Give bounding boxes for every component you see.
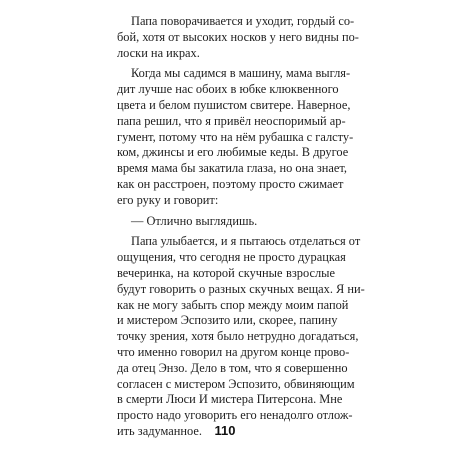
- page-number: 110: [214, 423, 236, 438]
- text-line: лоски на икрах.: [117, 45, 200, 60]
- text-line: Когда мы садимся в машину, мама выгля-: [131, 66, 351, 81]
- text-line: будут говорить о разных скучных вещах. Я ни-: [117, 281, 365, 296]
- text-line: да отец Энзо. Дело в том, что я совершенно: [117, 360, 348, 375]
- text-line: гумент, потому что на нём рубашка с галсту-: [117, 129, 354, 144]
- text-line: как он расстроен, поэтому просто сжимает: [117, 176, 344, 191]
- body-text: [117, 14, 365, 440]
- text-line: точку зрения, хотя было нетрудно догадаться,: [117, 329, 359, 344]
- text-line: — Отлично выглядишь.: [131, 213, 258, 228]
- text-line: дит лучше нас обоих в юбке клюквенного: [117, 82, 339, 97]
- paragraph: [117, 14, 359, 61]
- text-line: что именно говорил на другом конце прово-: [117, 344, 350, 359]
- text-line: время мама бы закатила глаза, но она знает,: [117, 161, 347, 176]
- text-line: его руку и говорит:: [117, 192, 219, 207]
- text-line: Папа поворачивается и уходит, гордый со-: [131, 14, 355, 28]
- text-line: Папа улыбается, и я пытаюсь отделаться от: [131, 234, 361, 249]
- paragraph: [117, 66, 354, 208]
- text-line: ком, джинсы и его любимые кеды. В другое: [117, 145, 349, 160]
- text-line: папа решил, что я привёл неоспоримый ар-: [117, 113, 346, 128]
- text-line: вечеринка, на которой скучные взрослые: [117, 265, 335, 280]
- text-line: ощущения, что сегодня не просто дурацкая: [117, 250, 346, 265]
- text-line: цвета и белом пушистом свитере. Наверное,: [117, 97, 351, 112]
- text-line: бой, хотя от высоких носков у него видны по-: [117, 29, 359, 44]
- text-line: просто надо уговорить его ненадолго отлож-: [117, 408, 353, 423]
- text-line: и мистером Эспозито или, скорее, папину: [117, 313, 338, 328]
- paragraph: [117, 214, 335, 230]
- text-line: как не могу забыть спор между моим папой: [117, 297, 349, 312]
- text-line: ить задуманное.: [117, 423, 202, 438]
- text-line: в смерти Люси И мистера Питерсона. Мне: [117, 392, 343, 407]
- text-line: согласен с мистером Эспозито, обвиняющим: [117, 376, 355, 391]
- paragraph: [117, 234, 365, 439]
